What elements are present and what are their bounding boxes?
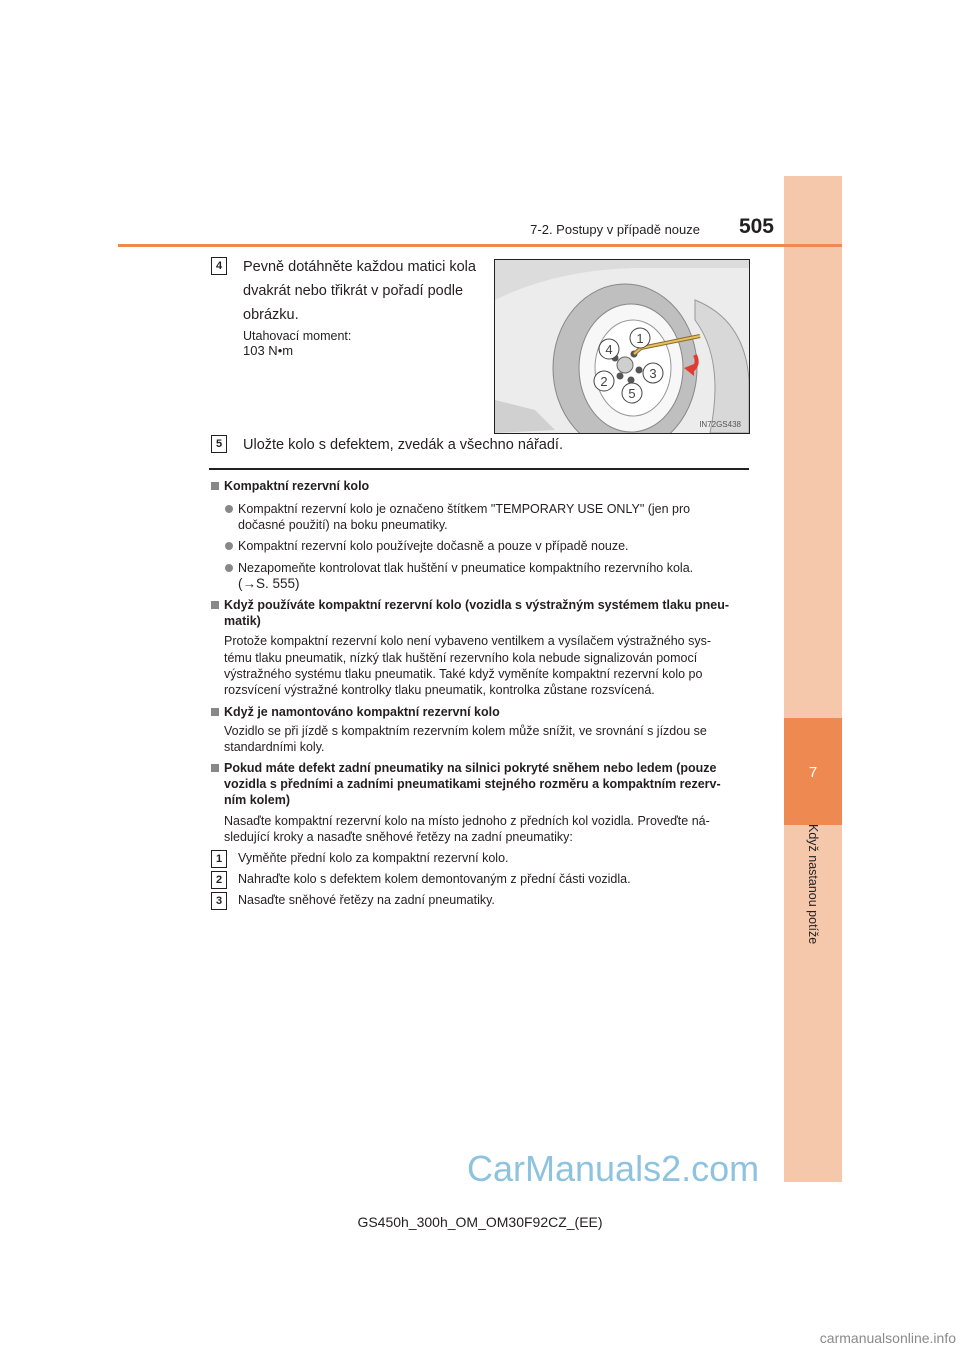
wheel-illustration (495, 260, 749, 433)
square-bullet-icon (211, 601, 219, 609)
wheel-nut-tightening-figure (494, 259, 750, 434)
s4-step-3: Nasaďte sněhové řetězy na zadní pneumatiky. (238, 893, 495, 907)
step-badge-4: 4 (211, 257, 227, 275)
section-title-using-spare-cont: matik) (224, 614, 261, 628)
s2-body-line-4: rozsvícení výstražné kontrolky tlaku pneumatik, kontrolka zůstane rozsvícená. (224, 683, 655, 697)
nut-label-2: 2 (600, 374, 608, 389)
s4-step-2: Nahraďte kolo s defektem kolem demontovaným z přední části vozidla. (238, 872, 631, 886)
torque-label: Utahovací moment: (243, 329, 352, 343)
step4-line-2: dvakrát nebo třikrát v pořadí podle (243, 283, 464, 299)
chapter-label: Když nastanou potíže (806, 824, 820, 945)
s3-body-line-2: standardními koly. (224, 740, 325, 754)
bullet-temporary-use: Kompaktní rezervní kolo je označeno štítkem "TEMPORARY USE ONLY" (jen pro (225, 501, 690, 518)
section-title-spare-installed: Když je namontováno kompaktní rezervní kolo (211, 704, 500, 721)
section-title-using-spare: Když používáte kompaktní rezervní kolo (vozidla s výstražným systémem tlaku pneu- (211, 597, 729, 614)
s4-body-line-2: sledující kroky a nasaďte sněhové řetězy na zadní pneumatiky: (224, 830, 573, 844)
page-number: 505 (738, 215, 774, 238)
nut-label-5: 5 (628, 386, 636, 401)
step4-line-3: obrázku. (243, 307, 299, 323)
s2-body-line-3: výstražného systému tlaku pneumatik. Také když vyměníte kompaktní rezervní kolo po (224, 667, 703, 681)
document-id: GS450h_300h_OM_OM30F92CZ_(EE) (357, 1214, 603, 1230)
section-title-rear-flat-snow-2: vozidla s předními a zadními pneumatikami stejného rozměru a kompaktním rezerv- (224, 777, 721, 791)
bullet-check-pressure: Nezapomeňte kontrolovat tlak huštění v pneumatice kompaktního rezervního kola. (225, 560, 693, 577)
step-badge-5: 5 (211, 435, 227, 453)
round-bullet-icon (225, 542, 233, 550)
step4-line-1: Pevně dotáhněte každou matici kola (243, 259, 476, 275)
step-badge-2: 2 (211, 871, 227, 889)
s2-body-line-2: tému tlaku pneumatik, nízký tlak huštění rezervního kola nebude signalizován pomocí (224, 651, 698, 665)
section-title-compact-spare: Kompaktní rezervní kolo (211, 478, 369, 495)
bullet-temporary-only: Kompaktní rezervní kolo používejte dočasně a pouze v případě nouze. (225, 538, 629, 555)
section-divider (209, 468, 749, 470)
watermark-carmanuals2: CarManuals2.com (467, 1148, 760, 1189)
square-bullet-icon (211, 708, 219, 716)
step-badge-1: 1 (211, 850, 227, 868)
s4-body-line-1: Nasaďte kompaktní rezervní kolo na místo jednoho z předních kol vozidla. Proveďte ná- (224, 814, 710, 828)
chapter-side-tab (784, 176, 842, 1182)
torque-value: 103 N•m (243, 343, 294, 358)
section-header-title: 7-2. Postupy v případě nouze (530, 222, 700, 237)
nut-label-1: 1 (636, 331, 644, 346)
step-badge-3: 3 (211, 892, 227, 910)
square-bullet-icon (211, 764, 219, 772)
round-bullet-icon (225, 505, 233, 513)
watermark-carmanualsonline: carmanualsonline.info (819, 1330, 956, 1346)
s2-body-line-1: Protože kompaktní rezervní kolo není vybaveno ventilkem a vysílačem výstražného sys- (224, 634, 712, 648)
section-title-rear-flat-snow: Pokud máte defekt zadní pneumatiky na silnici pokryté sněhem nebo ledem (pouze (211, 760, 716, 777)
s3-body-line-1: Vozidlo se při jízdě s kompaktním rezervním kolem může snížit, ve srovnání s jízdou se (224, 724, 707, 738)
header-rule (118, 244, 842, 247)
section-title-rear-flat-snow-3: ním kolem) (224, 793, 290, 807)
s4-step-1: Vyměňte přední kolo za kompaktní rezervní kolo. (238, 851, 509, 865)
bullet-temporary-use-cont: dočasné použití) na boku pneumatiky. (238, 518, 448, 532)
step5-text: Uložte kolo s defektem, zvedák a všechno nářadí. (243, 437, 563, 453)
nut-label-4: 4 (605, 342, 613, 357)
square-bullet-icon (211, 482, 219, 490)
bullet-check-pressure-ref: (→S. 555) (238, 576, 300, 591)
chapter-number: 7 (808, 764, 818, 781)
nut-label-3: 3 (649, 366, 657, 381)
round-bullet-icon (225, 564, 233, 572)
figure-code: IN72GS438 (699, 420, 741, 429)
